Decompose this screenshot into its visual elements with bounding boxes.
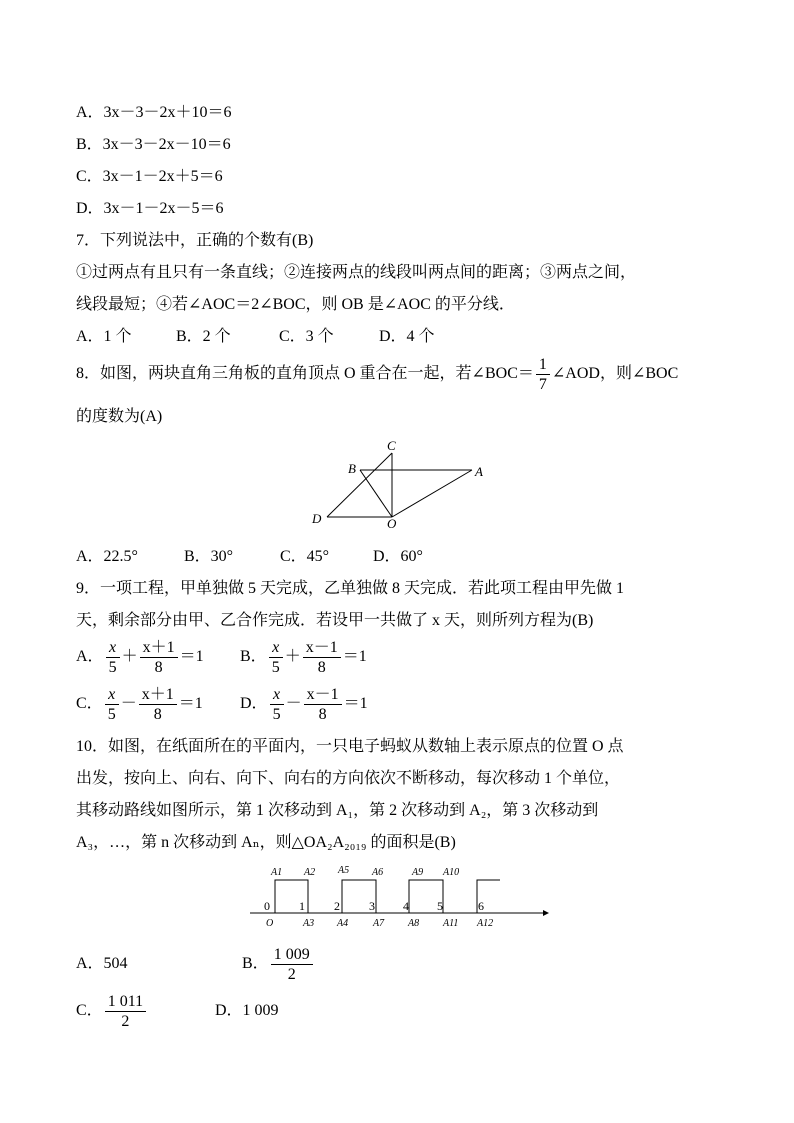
q10-label-a5: A5 [338,865,350,876]
q10-axis-0: 0 [264,899,270,913]
q10-stem-line4: A₃，…，第 n 次移动到 Aₙ，则△OA₂A₂₀₁₉ 的面积是(B) [76,834,456,851]
q9-a-n1: x [106,638,120,658]
q9-c-d2: 8 [153,706,162,723]
q9-a-n2: x＋1 [140,638,178,658]
q10-label-a2: A2 [304,867,316,878]
q9-option-d [240,685,368,724]
q10-c-label: C． [76,1002,103,1020]
q9-c-d1: 5 [107,706,116,723]
q9-b-n1: x [269,638,283,658]
q7-option-a: A．1 个 [76,328,132,345]
q10-stem-line1: 10．如图，在纸面所在的平面内，一只电子蚂蚁从数轴上表示原点的位置 O 点 [76,738,624,755]
q8-option-b: B．30° [184,548,234,565]
q9-c-n1: x [105,685,119,705]
q10-stem-line3: 其移动路线如图所示，第 1 次移动到 A₁，第 2 次移动到 A₂，第 3 次移动到 [76,802,599,819]
q10-options-row2 [76,992,279,1031]
q6-option-c: C．3x－1－2x＋5＝6 [76,168,223,185]
q9-d-n2: x－1 [304,685,342,705]
q8-stem [76,355,678,394]
q10-option-b [242,945,315,984]
q10-b-num: 1 009 [271,945,313,965]
q8-stem-line2: 的度数为(A) [76,408,163,425]
q7-statements-line2: 线段最短；④若∠AOC＝2∠BOC，则 OB 是∠AOC 的平分线． [76,296,515,313]
q10-b-den: 2 [287,966,296,983]
q9-b-d2: 8 [317,659,326,676]
q9-b-op: ＋ [284,648,301,666]
q10-axis-2: 2 [334,899,340,913]
q10-stem-line2: 出发，按向上、向右、向下、向右的方向依次不断移动，每次移动 1 个单位， [76,770,621,787]
q9-option-b [240,638,367,677]
q10-label-a12: A12 [477,918,494,929]
q9-d-rhs: ＝1 [343,695,368,713]
q10-label-a7: A7 [373,918,385,929]
q9-b-rhs: ＝1 [342,648,367,666]
q10-label-a10: A10 [443,867,460,878]
q10-axis-4: 4 [403,899,409,913]
q9-d-label: D． [240,695,268,713]
q10-label-o: O [266,918,274,929]
q8-label-d: D [312,511,322,526]
q8-figure [300,435,500,535]
q10-label-a3: A3 [303,918,315,929]
q6-option-d: D．3x－1－2x－5＝6 [76,200,224,217]
q10-axis-5: 5 [437,899,443,913]
q9-c-label: C． [76,695,103,713]
q9-stem-line1: 9．一项工程，甲单独做 5 天完成，乙单独做 8 天完成．若此项工程由甲先做 1 [76,580,625,597]
q7-option-b: B．2 个 [176,328,231,345]
q9-stem-line2: 天，剩余部分由甲、乙合作完成．若设甲一共做了 x 天，则所列方程为(B) [76,612,594,629]
q6-option-b: B．3x－3－2x－10＝6 [76,136,231,153]
q8-option-c: C．45° [280,548,330,565]
q9-d-d1: 5 [272,706,281,723]
q8-fraction [536,355,550,394]
q7-option-d: D．4 个 [379,328,435,345]
q8-option-a: A．22.5° [76,548,138,565]
q9-options-row2 [76,685,368,724]
q10-label-a8: A8 [408,918,420,929]
q10-label-a1: A1 [271,867,283,878]
q10-b-label: B． [242,955,269,973]
q9-options-row1 [76,638,367,677]
q8-stem-part2: ∠AOD，则∠BOC [551,365,679,383]
q10-option-c [76,992,215,1031]
q9-a-label: A． [76,648,104,666]
q10-c-num: 1 011 [105,992,146,1012]
q8-label-b: B [348,461,356,476]
q7-option-c: C．3 个 [279,328,334,345]
q7-stem: 7．下列说法中，正确的个数有(B) [76,232,314,249]
q9-a-op: ＋ [121,648,138,666]
q8-label-c: C [387,438,396,453]
q10-axis-6: 6 [478,899,484,913]
q10-option-a: A．504 [76,955,128,973]
q9-b-label: B． [240,648,267,666]
q10-label-a11: A11 [443,918,459,929]
q9-a-rhs: ＝1 [179,648,204,666]
q10-option-d: D．1 009 [215,1002,279,1020]
q10-c-den: 2 [121,1013,130,1030]
q8-fraction-den: 7 [538,376,547,393]
q10-label-a9: A9 [412,867,424,878]
q6-option-a: A．3x－3－2x＋10＝6 [76,104,232,121]
q7-options [76,325,435,349]
q10-options-row1 [76,945,315,984]
q10-axis-3: 3 [369,899,375,913]
q9-c-rhs: ＝1 [178,695,203,713]
q7-statements-line1: ①过两点有且只有一条直线；②连接两点的线段叫两点间的距离；③两点之间， [76,264,637,281]
q8-label-o: O [387,516,397,531]
q9-a-d2: 8 [154,659,163,676]
q9-b-d1: 5 [271,659,280,676]
q9-option-a [76,638,236,677]
q9-b-n2: x－1 [303,638,341,658]
q8-options [76,545,423,569]
q9-c-n2: x＋1 [139,685,177,705]
q9-c-op: － [120,695,137,713]
q10-label-a6: A6 [372,867,384,878]
q8-stem-part1: 8．如图，两块直角三角板的直角顶点 O 重合在一起，若∠BOC＝ [76,365,534,383]
q10-label-a4: A4 [337,918,349,929]
q9-d-d2: 8 [318,706,327,723]
q9-option-c [76,685,236,724]
q10-axis-1: 1 [299,899,305,913]
q9-d-op: － [285,695,302,713]
q9-a-d1: 5 [108,659,117,676]
q9-d-n1: x [270,685,284,705]
q8-option-d: D．60° [373,548,423,565]
q10-figure [240,860,560,935]
q8-label-a: A [475,464,483,479]
q8-fraction-num: 1 [536,355,550,375]
